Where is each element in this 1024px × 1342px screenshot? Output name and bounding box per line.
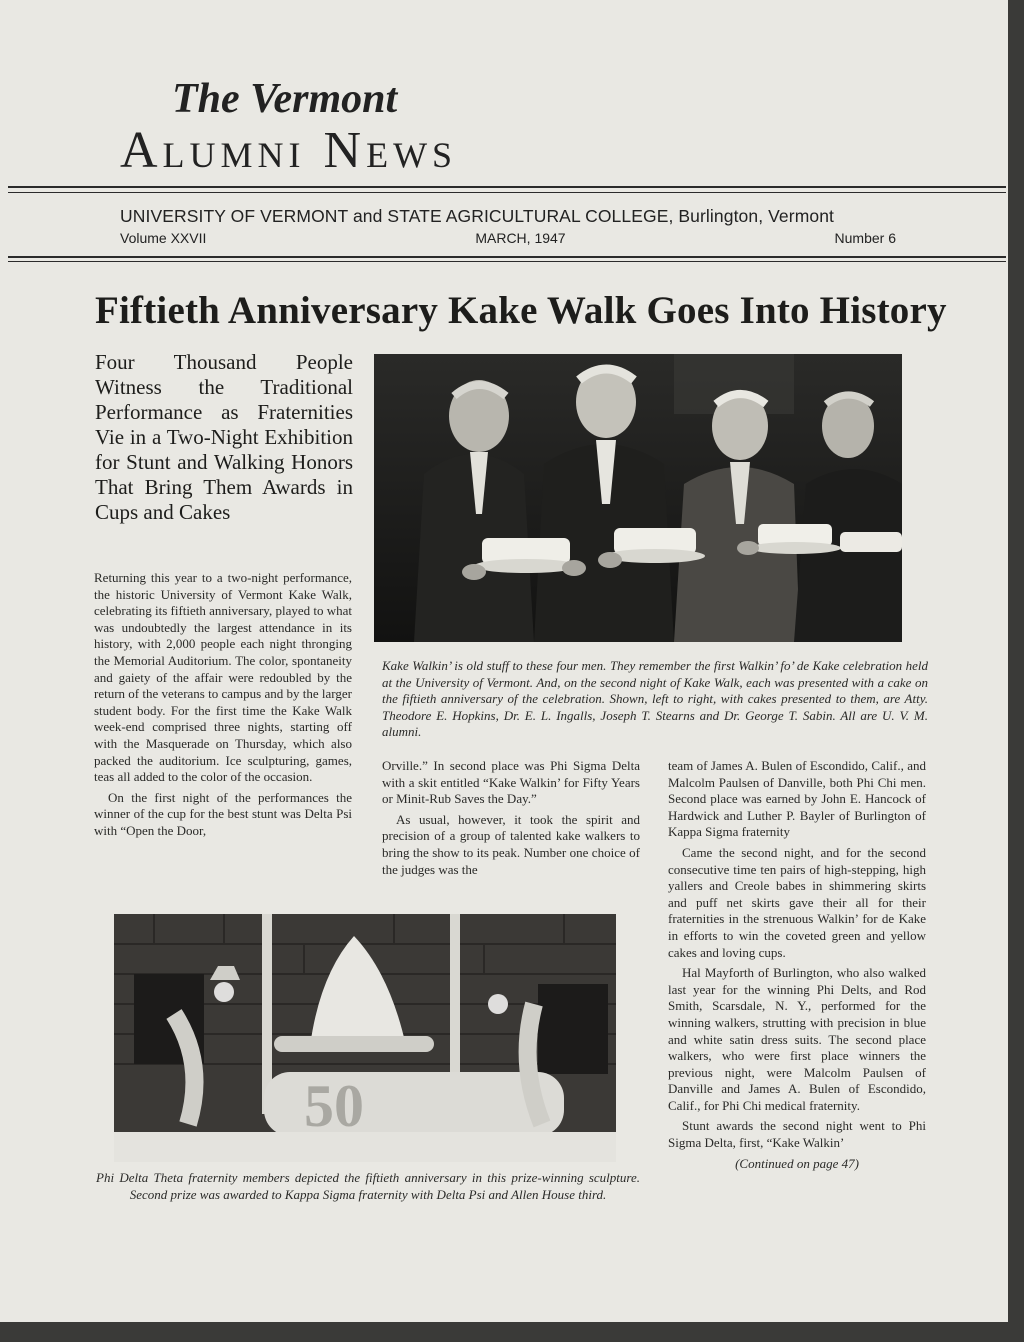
issue-line [120, 230, 896, 246]
column-1 [94, 570, 352, 844]
col1-paragraph: On the first night of the performances the winner of the cup for the best stunt was Delta Psi with “Open the Door, [94, 789, 352, 838]
top-rule-thin [8, 192, 1006, 193]
photo-four-alumni [374, 354, 902, 642]
page-edge-bottom-shadow [0, 1322, 1024, 1342]
col3-paragraph: Stunt awards the second night went to Phi Sigma Delta, first, “Kake Walkin’ [668, 1118, 926, 1151]
issue-date: MARCH, 1947 [475, 230, 566, 246]
headline: Fiftieth Anniversary Kake Walk Goes Into History [95, 289, 947, 332]
institution-line: UNIVERSITY OF VERMONT and STATE AGRICULTURAL COLLEGE, Burlington, Vermont [120, 206, 834, 226]
column-3 [668, 758, 926, 1172]
volume: Volume XXVII [120, 230, 207, 246]
masthead [120, 76, 457, 180]
col3-paragraph: team of James A. Bulen of Escondido, Calif., and Malcolm Paulsen of Danville, both Phi Chi men. Second place was earned by John E. Hancock of Hardwick and Luther P. Bayler of Burlington of Kappa Sigma fraternity [668, 758, 926, 840]
bottom-rule-thin [8, 261, 1006, 262]
masthead-title: Alumni News [120, 122, 458, 179]
col3-paragraph: Hal Mayforth of Burlington, who also walked last year for the winning Phi Delts, and Rod Smith, Scarsdale, N. Y., performed for the winning walkers, strutting with precision in blue and white satin dress suits. The second place walkers, who were first place winners the previous night, were Malcolm Paulsen of Danville and James A. Bulen of Escondido, Calif., for Phi Chi medical fraternity. [668, 965, 926, 1113]
photo-caption-main: Kake Walkin’ is old stuff to these four men. They remember the first Walkin’ fo’ de Kake celebration held at the University of Vermont. And, on the second night of Kake Walk, each was presented with a cake on the fiftieth anniversary of the celebration. Shown, left to right, with cakes presented to them, are Atty. Theodore E. Hopkins, Dr. E. L. Ingalls, Joseph T. Stearns and Dr. George T. Sabin. All are U. V. M. alumni. [382, 658, 928, 739]
bottom-rule [8, 256, 1006, 258]
subhead: Four Thousand People Witness the Traditional Performance as Fraternities Vie in a Two-Night Exhibition for Stunt and Walking Honors That Bring Them Awards in Cups and Cakes [95, 350, 353, 524]
photo-snow-sculpture-graphic [114, 914, 616, 1162]
photo-snow-sculpture [114, 914, 616, 1162]
photo-caption-snow: Phi Delta Theta fraternity members depicted the fiftieth anniversary in this prize-winning sculpture. Second prize was awarded to Kappa Sigma fraternity with Delta Psi and Allen House third. [96, 1170, 640, 1202]
column-2 [382, 758, 640, 882]
continued-notice: (Continued on page 47) [735, 1155, 859, 1171]
snow-sculpture-number: 50 [304, 1073, 364, 1139]
col2-paragraph: As usual, however, it took the spirit and precision of a group of talented kake walkers to bring the show to its peak. Number one choice of the judges was the [382, 811, 640, 877]
col3-paragraph: Came the second night, and for the second consecutive time ten pairs of high-stepping, high yallers and Creole babes in shimmering skirts and puff net skirts gave their all for their fraternities in the strenuous Walkin’ for de Kake in efforts to win the coveted green and yellow cakes and loving cups. [668, 844, 926, 960]
top-rule [8, 186, 1006, 188]
photo-four-alumni-graphic [374, 354, 902, 642]
page-edge-shadow [1008, 0, 1024, 1342]
masthead-script: The Vermont [172, 76, 398, 122]
col1-paragraph: Returning this year to a two-night performance, the historic University of Vermont Kake Walk, celebrating its fiftieth anniversary, played to what was undoubtedly the largest attendance in its history, with 2,000 people each night thronging the Memorial Auditorium. The color, spontaneity and gaiety of the affair were redoubled by the return of the veterans to campus and by the larger student body. For the first time the Kake Walk week-end comprised three nights, starting off with the Masquerade on Thursday, which also packed the auditorium. Ice sculpturing, games, teas all added to the color of the occasion. [94, 570, 352, 785]
issue-number: Number 6 [834, 230, 896, 246]
col2-paragraph: Orville.” In second place was Phi Sigma Delta with a skit entitled “Kake Walkin’ for Fifty Years or Minit-Rub Saves the Day.” [382, 758, 640, 807]
